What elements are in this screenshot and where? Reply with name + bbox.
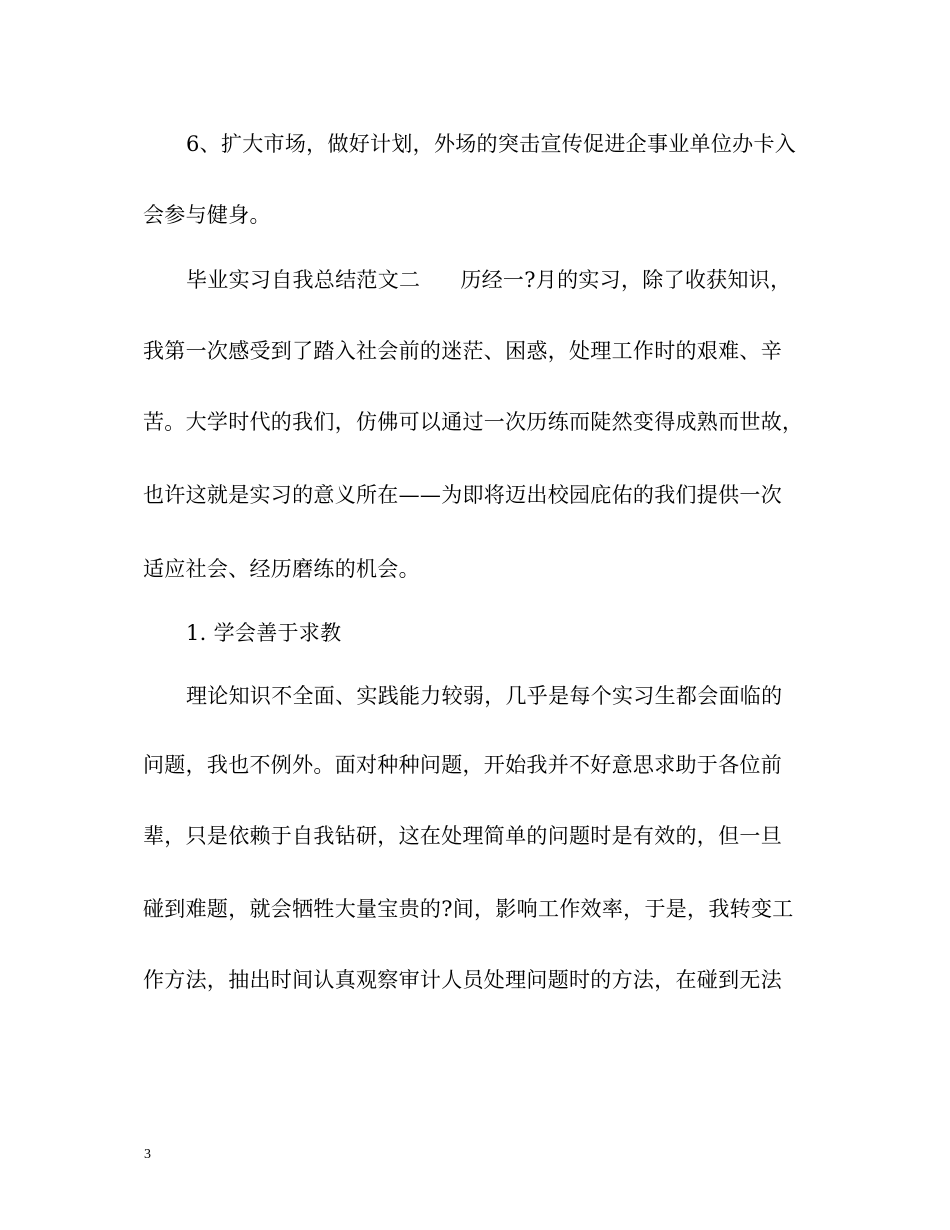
paragraph-line: 6、扩大市场，做好计划，外场的突击宣传促进企事业单位办卡入 xyxy=(186,132,797,156)
section-title: 毕业实习自我总结范文二 xyxy=(186,268,421,292)
paragraph-line: 会参与健身。 xyxy=(143,203,271,227)
paragraph-line: 作方法，抽出时间认真观察审计人员处理问题时的方法，在碰到无法 xyxy=(143,968,782,992)
section-heading-line xyxy=(186,267,791,293)
page-number: 3 xyxy=(144,1147,151,1162)
paragraph-line: 也许这就是实习的意义所在——为即将迈出校园庇佑的我们提供一次 xyxy=(143,483,782,507)
paragraph-text: 历经一?月的实习，除了收获知识， xyxy=(460,268,792,292)
paragraph-line: 理论知识不全面、实践能力较弱，几乎是每个实习生都会面临的 xyxy=(186,684,783,708)
paragraph-line: 我第一次感受到了踏入社会前的迷茫、困惑，处理工作时的艰难、辛 xyxy=(143,339,782,363)
subheading-line: 1. 学会善于求教 xyxy=(186,621,342,645)
paragraph-line: 适应社会、经历磨练的机会。 xyxy=(143,557,420,581)
paragraph-line: 苦。大学时代的我们，仿佛可以通过一次历练而陡然变得成熟而世故， xyxy=(143,410,804,434)
paragraph-line: 辈，只是依赖于自我钻研，这在处理简单的问题时是有效的，但一旦 xyxy=(143,824,782,848)
paragraph-line: 问题，我也不例外。面对种种问题，开始我并不好意思求助于各位前 xyxy=(143,753,782,777)
paragraph-line: 碰到难题，就会牺牲大量宝贵的?间，影响工作效率，于是，我转变工 xyxy=(143,897,794,921)
